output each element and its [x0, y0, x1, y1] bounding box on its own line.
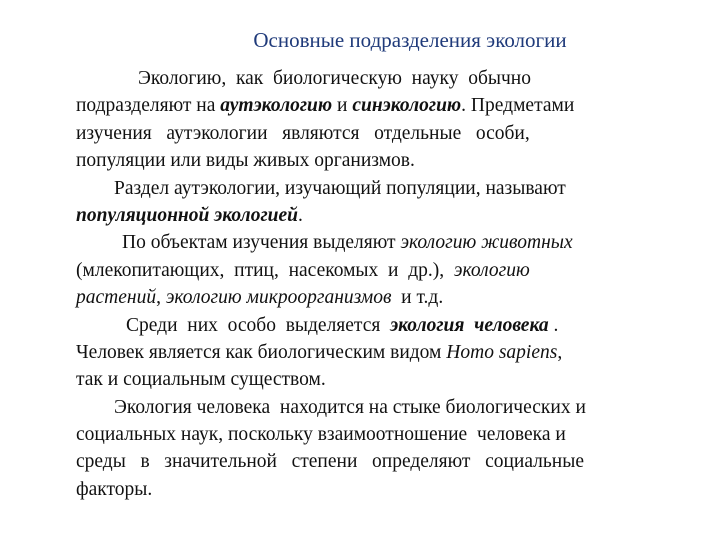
paragraph-5-line-4: факторы. [76, 478, 153, 500]
paragraph-2-line-1: Раздел аутэкологии, изучающий популяции, называют [114, 177, 566, 199]
paragraph-5-line-2: социальных наук, поскольку взаимоотношение человека и [76, 424, 566, 446]
paragraph-1-line-1: Экологию, как биологическую науку обычно [138, 68, 531, 89]
text-run: (млекопитающих, птиц, насекомых и др.), [76, 259, 454, 281]
paragraph-3-line-2 [76, 257, 698, 284]
paragraph-1-line-4: популяции или виды живых организмов. [76, 150, 415, 172]
term-plants: растений [76, 287, 157, 309]
text-run: . [548, 314, 559, 336]
paragraph-3-line-1 [76, 229, 698, 256]
paragraph-4-line-1 [76, 312, 698, 339]
text-run: и [332, 95, 353, 117]
slide-body [76, 65, 698, 503]
paragraph-3-line-3 [76, 284, 698, 311]
text-run: . Предметами [461, 95, 575, 117]
term-ecology: экологию [453, 259, 530, 281]
term-human-ecology: экология человека [390, 314, 549, 336]
term-synecology: синэкологию [352, 95, 462, 117]
slide-title: Основные подразделения экологии [253, 28, 567, 52]
term-homo-sapiens: Homo sapiens [446, 341, 558, 363]
paragraph-5-line-3: среды в значительной степени определяют социальные [76, 451, 584, 473]
text-run: , [557, 341, 563, 363]
text-run: , [156, 287, 166, 309]
paragraph-1-line-2 [76, 92, 698, 119]
paragraph-4-line-3: так и социальным существом. [76, 369, 326, 391]
text-run: . [297, 204, 303, 226]
term-autecology: аутэкологию [220, 95, 333, 117]
paragraph-1-line-3: изучения аутэкологии являются отдельные особи, [76, 122, 530, 144]
paragraph-5-line-1: Экология человека находится на стыке биологических и [114, 396, 586, 418]
text-run: Человек является как биологическим видом [76, 341, 447, 363]
text-run: подразделяют на [76, 95, 221, 117]
term-population-ecology: популяционной экологией [76, 204, 298, 226]
term-microorganism-ecology: экологию микроорганизмов [165, 287, 392, 309]
text-run: и т.д. [391, 287, 444, 309]
text-run: Среди них особо выделяется [126, 314, 391, 336]
paragraph-2-line-2 [76, 202, 698, 229]
paragraph-4-line-2 [76, 339, 698, 366]
term-animal-ecology: экологию животных [400, 232, 573, 254]
text-run: По объектам изучения выделяют [122, 232, 401, 254]
